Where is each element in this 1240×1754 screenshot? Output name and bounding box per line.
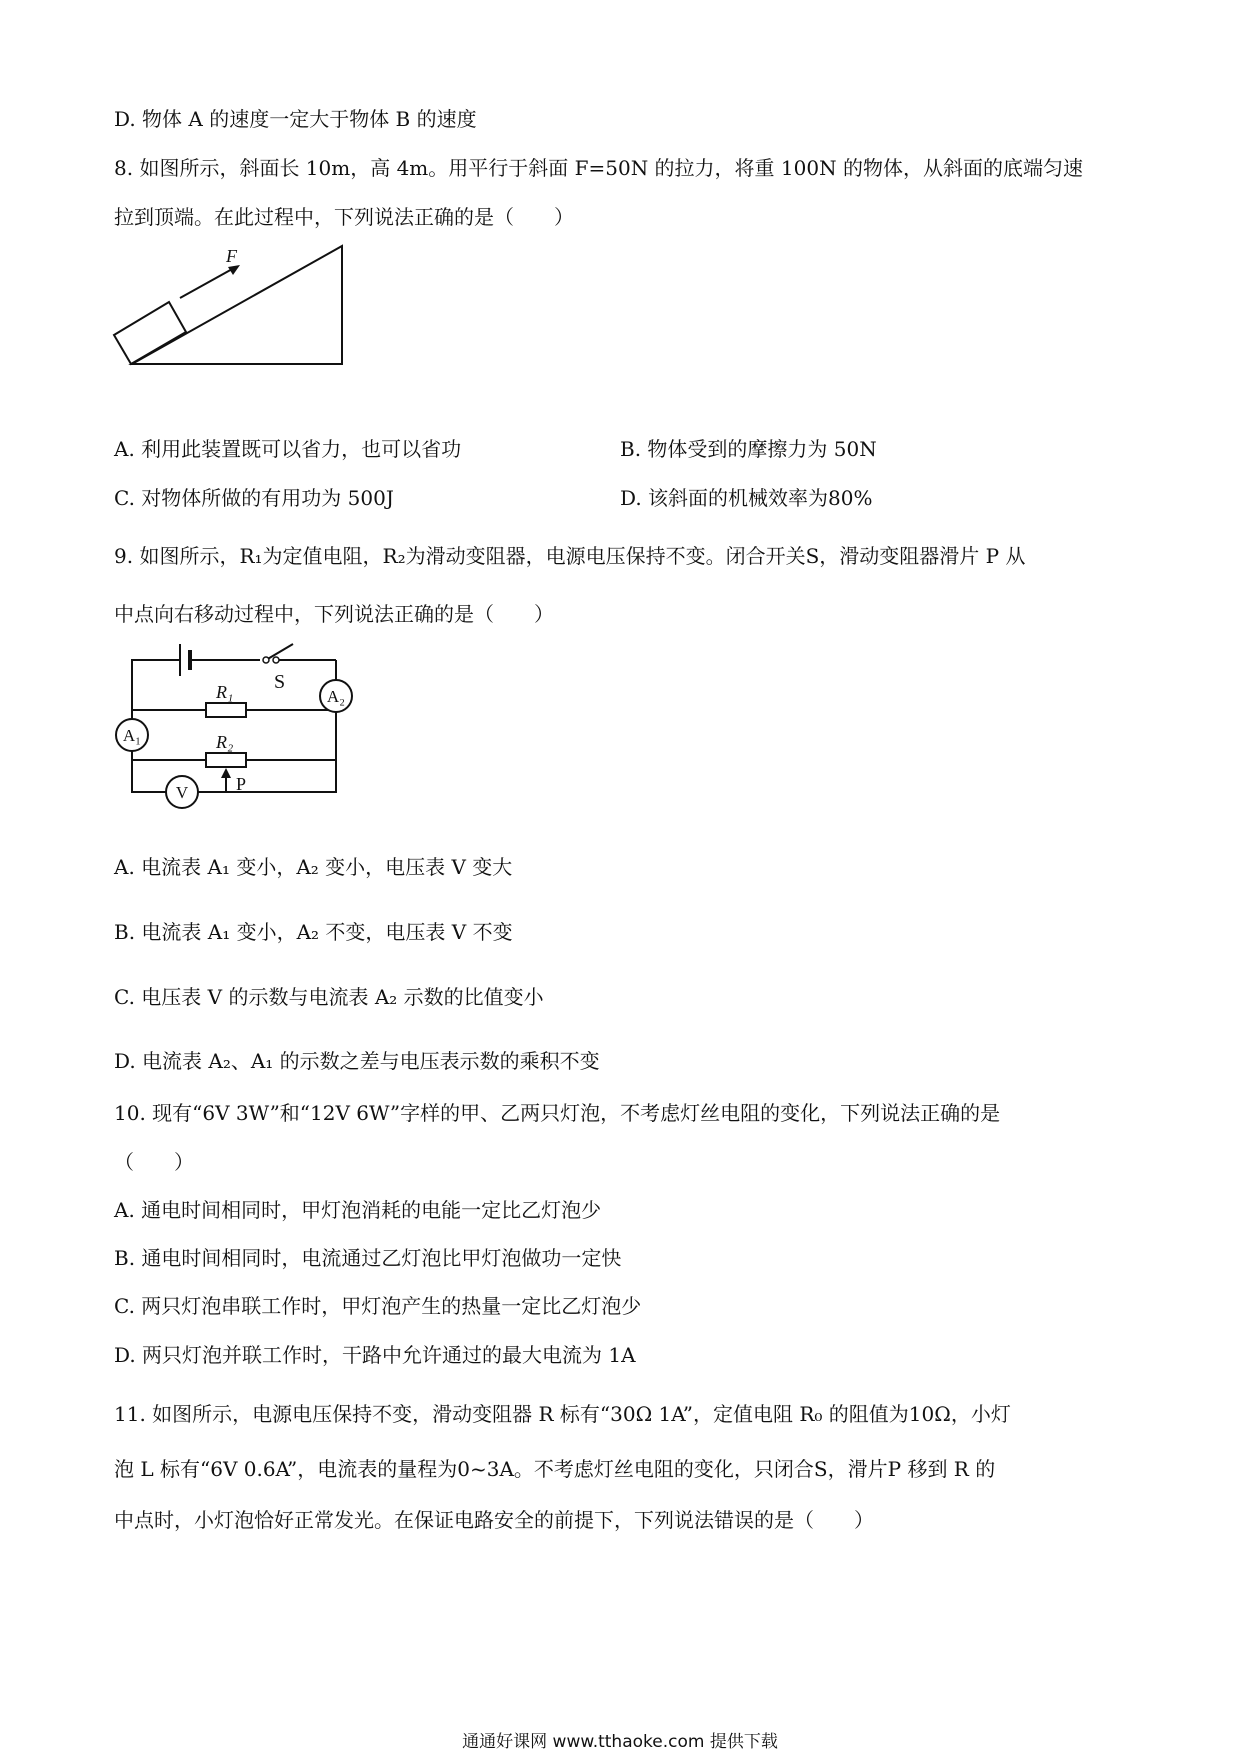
r2-label: R₂: [216, 732, 234, 752]
q10-stem-line1: 10. 现有“6V 3W”和“12V 6W”字样的甲、乙两只灯泡，不考虑灯丝电阻的变化，下列说法正确的是: [114, 1101, 1001, 1125]
force-arrow-line: [180, 268, 234, 298]
circuit-diagram: [110, 632, 370, 812]
ammeter-a1-label: A₁: [122, 726, 142, 745]
q8-option-a: A. 利用此装置既可以省力，也可以省功: [114, 437, 462, 461]
q9-option-c: C. 电压表 V 的示数与电流表 A₂ 示数的比值变小: [114, 985, 544, 1009]
q8-option-c: C. 对物体所做的有用功为 500J: [114, 486, 394, 510]
switch-lever: [266, 644, 293, 660]
slider-arrowhead: [221, 768, 231, 778]
resistor-r2: [206, 753, 246, 767]
page-footer: 通通好课网 www.tthaoke.com 提供下载: [462, 1732, 778, 1752]
q10-option-d: D. 两只灯泡并联工作时，干路中允许通过的最大电流为 1A: [114, 1343, 636, 1367]
incline-diagram: [110, 240, 350, 370]
q9-option-b: B. 电流表 A₁ 变小，A₂ 不变，电压表 V 不变: [114, 920, 513, 944]
q9-stem-line2: 中点向右移动过程中，下列说法正确的是（ ）: [114, 602, 554, 626]
force-label: F: [226, 246, 237, 266]
voltmeter-label: V: [175, 783, 189, 802]
q10-stem-line2: （ ）: [114, 1150, 194, 1174]
q11-stem-line3: 中点时，小灯泡恰好正常发光。在保证电路安全的前提下，下列说法错误的是（ ）: [114, 1508, 874, 1532]
q7-option-d: D. 物体 A 的速度一定大于物体 B 的速度: [114, 107, 477, 131]
q10-option-b: B. 通电时间相同时，电流通过乙灯泡比甲灯泡做功一定快: [114, 1246, 622, 1270]
r1-label: R₁: [216, 682, 234, 702]
slider-label: P: [236, 774, 247, 794]
q9-option-a: A. 电流表 A₁ 变小，A₂ 变小，电压表 V 变大: [114, 855, 513, 879]
ammeter-a2-label: A₂: [326, 687, 346, 706]
q8-option-b: B. 物体受到的摩擦力为 50N: [620, 437, 877, 461]
q10-option-a: A. 通电时间相同时，甲灯泡消耗的电能一定比乙灯泡少: [114, 1198, 602, 1222]
q9-stem-line1: 9. 如图所示，R₁为定值电阻，R₂为滑动变阻器，电源电压保持不变。闭合开关S，滑动变阻器滑片 P 从: [114, 544, 1026, 568]
q8-stem-line2: 拉到顶端。在此过程中，下列说法正确的是（ ）: [114, 205, 574, 229]
switch-contact-left: [263, 657, 269, 663]
q10-option-c: C. 两只灯泡串联工作时，甲灯泡产生的热量一定比乙灯泡少: [114, 1294, 642, 1318]
q11-stem-line2: 泡 L 标有“6V 0.6A”，电流表的量程为0~3A。不考虑灯丝电阻的变化，只闭合S，滑片P 移到 R 的: [114, 1457, 996, 1481]
switch-label: S: [274, 671, 286, 693]
q8-stem-line1: 8. 如图所示，斜面长 10m，高 4m。用平行于斜面 F=50N 的拉力，将重 100N 的物体，从斜面的底端匀速: [114, 156, 1083, 180]
q11-stem-line1: 11. 如图所示，电源电压保持不变，滑动变阻器 R 标有“30Ω 1A”，定值电阻 R₀ 的阻值为10Ω，小灯: [114, 1402, 1011, 1426]
q9-option-d: D. 电流表 A₂、A₁ 的示数之差与电压表示数的乘积不变: [114, 1049, 600, 1073]
q8-option-d: D. 该斜面的机械效率为80%: [620, 486, 873, 510]
resistor-r1: [206, 703, 246, 717]
switch-contact-right: [273, 657, 279, 663]
